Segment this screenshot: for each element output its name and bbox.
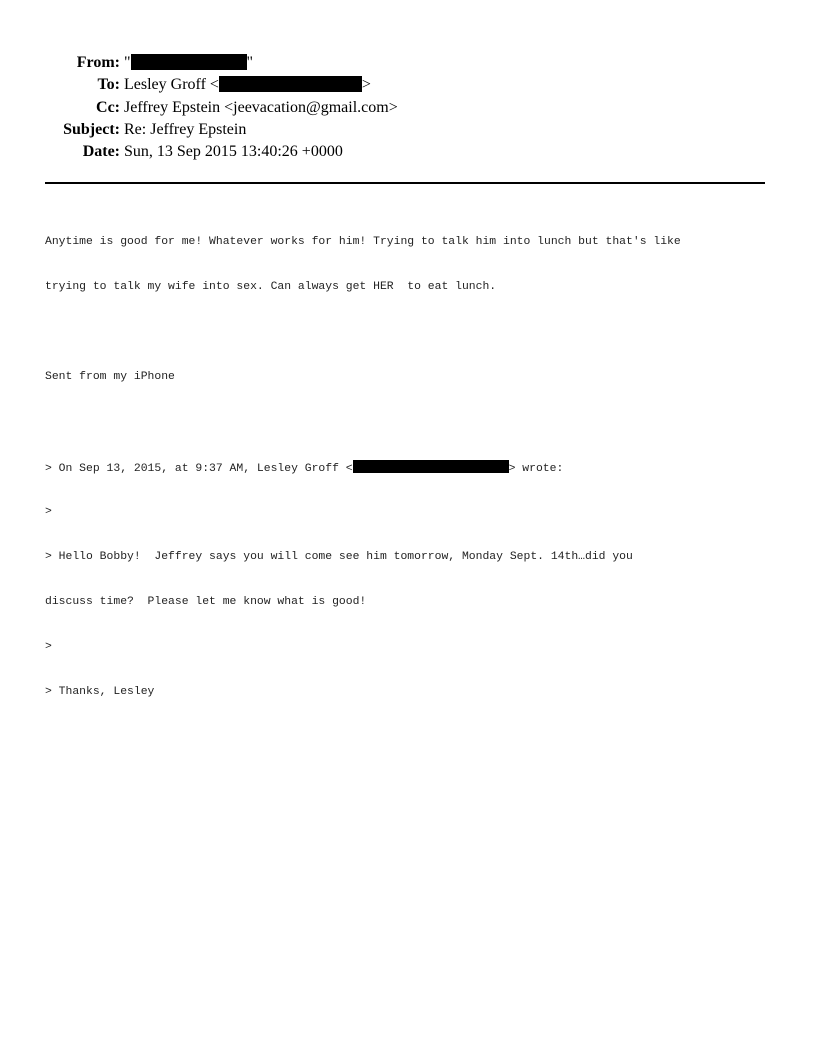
date-value: Sun, 13 Sep 2015 13:40:26 +0000 — [124, 143, 343, 161]
blank-line — [45, 325, 775, 340]
body-line: Anytime is good for me! Whatever works for him! Trying to talk him into lunch but that's like — [45, 236, 681, 248]
cc-label: Cc: — [96, 98, 120, 116]
subject-row — [0, 119, 816, 141]
redaction-block — [219, 76, 362, 92]
to-value — [124, 74, 371, 96]
quote-line: > Hello Bobby! Jeffrey says you will come see him tomorrow, Monday Sept. 14th…did you — [45, 551, 633, 563]
body-line: trying to talk my wife into sex. Can always get HER to eat lunch. — [45, 281, 497, 293]
quote-line: discuss time? Please let me know what is good! — [45, 596, 367, 608]
to-row — [0, 74, 816, 96]
email-header — [0, 52, 816, 163]
to-name: Lesley Groff < — [124, 76, 219, 94]
cc-row — [0, 97, 816, 119]
date-label: Date: — [82, 143, 120, 161]
quote-line: > — [45, 506, 52, 518]
date-row — [0, 141, 816, 163]
redaction-block — [131, 54, 247, 70]
cc-value: Jeffrey Epstein <jeevacation@gmail.com> — [124, 98, 398, 116]
header-divider — [45, 182, 765, 184]
redaction-block — [353, 460, 509, 473]
email-body — [45, 205, 775, 715]
quote-line: > — [45, 641, 52, 653]
signature-line: Sent from my iPhone — [45, 371, 175, 383]
quote-intro-before: > On Sep 13, 2015, at 9:37 AM, Lesley Groff < — [45, 463, 353, 475]
to-close: > — [361, 76, 371, 94]
to-label: To: — [97, 76, 120, 94]
quote-intro — [45, 460, 775, 475]
quote-intro-after: > wrote: — [508, 463, 564, 475]
quote-line: > Thanks, Lesley — [45, 686, 155, 698]
from-row — [0, 52, 816, 74]
subject-label: Subject: — [63, 120, 120, 138]
from-quote-close: " — [246, 54, 254, 71]
from-quote-open: " — [124, 54, 131, 71]
subject-value: Re: Jeffrey Epstein — [124, 120, 247, 138]
from-label: From: — [76, 54, 120, 71]
blank-line — [45, 415, 775, 430]
from-value — [124, 52, 253, 74]
